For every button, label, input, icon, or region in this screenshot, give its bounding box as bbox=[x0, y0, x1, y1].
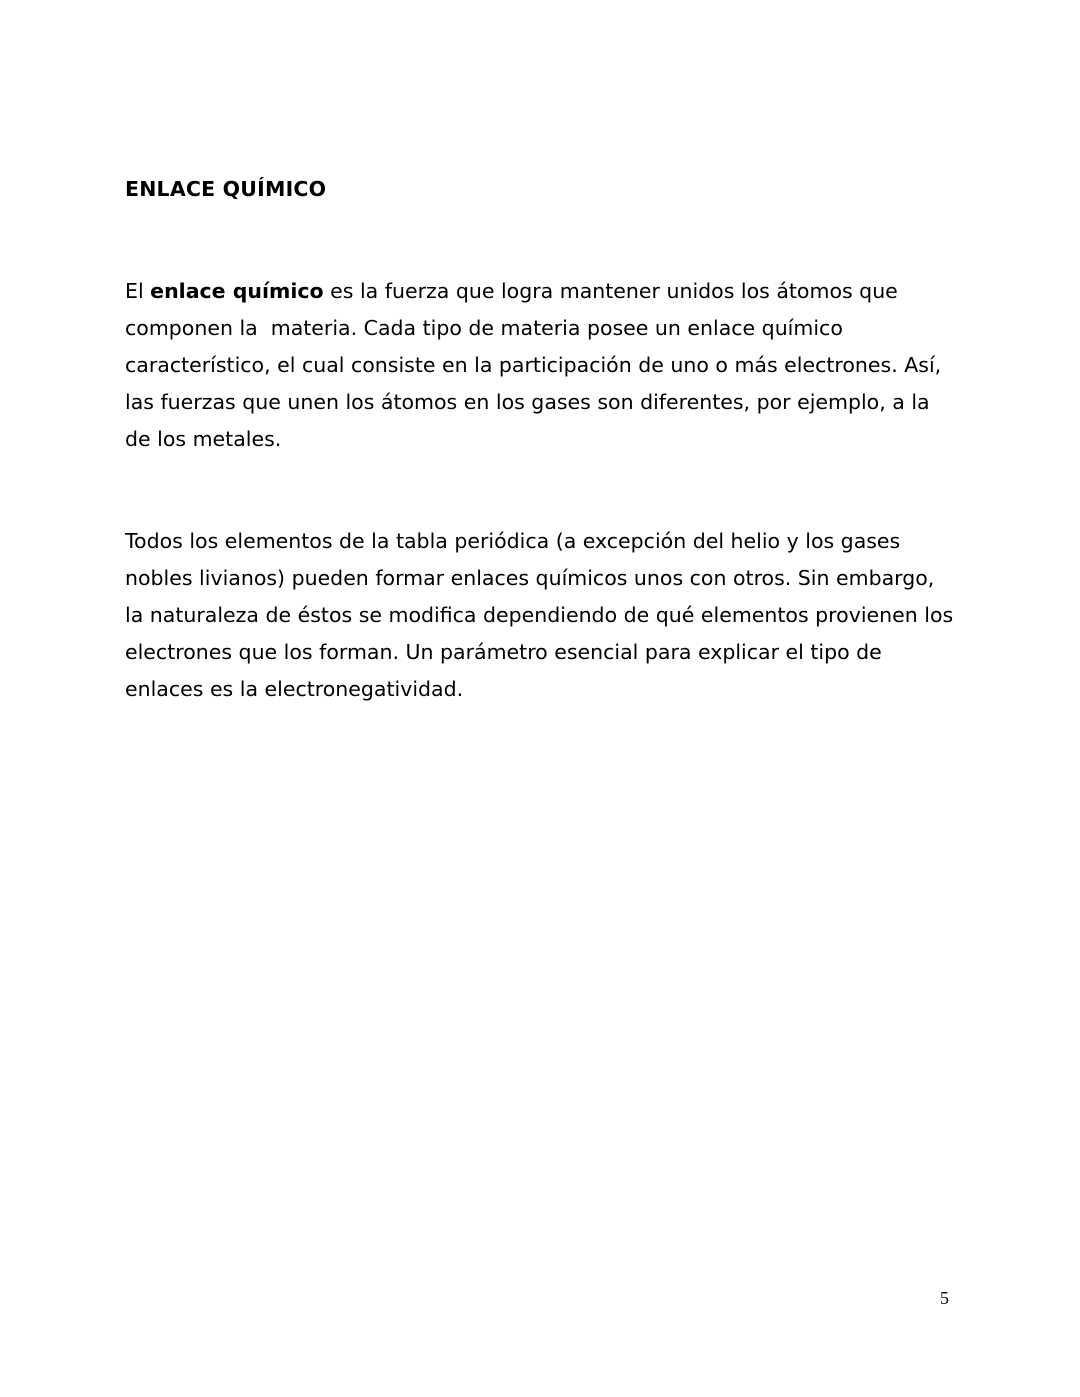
paragraph-periodic-table bbox=[125, 523, 965, 708]
bold-term: enlace químico bbox=[150, 279, 324, 303]
paragraph-line: la naturaleza de éstos se modifica dependiendo de qué elementos provienen los bbox=[125, 603, 954, 627]
paragraph-line bbox=[125, 273, 965, 310]
paragraph-line: nobles livianos) pueden formar enlaces químicos unos con otros. Sin embargo, bbox=[125, 566, 935, 590]
text-run: El bbox=[125, 279, 151, 303]
section-heading: ENLACE QUÍMICO bbox=[125, 177, 327, 201]
paragraph-line: característico, el cual consiste en la participación de uno o más electrones. Así, bbox=[125, 353, 942, 377]
text-run: es la fuerza que logra mantener unidos los átomos que bbox=[323, 279, 898, 303]
paragraph-line: enlaces es la electronegatividad. bbox=[125, 677, 464, 701]
page-number: 5 bbox=[940, 1288, 949, 1308]
paragraph-line: electrones que los forman. Un parámetro esencial para explicar el tipo de bbox=[125, 640, 882, 664]
paragraph-line: Todos los elementos de la tabla periódica (a excepción del helio y los gases bbox=[125, 529, 901, 553]
paragraph-line: de los metales. bbox=[125, 427, 282, 451]
paragraph-line: componen la materia. Cada tipo de materia posee un enlace químico bbox=[125, 316, 843, 340]
paragraph-enlace-definition bbox=[125, 273, 965, 458]
paragraph-line: las fuerzas que unen los átomos en los gases son diferentes, por ejemplo, a la bbox=[125, 390, 930, 414]
